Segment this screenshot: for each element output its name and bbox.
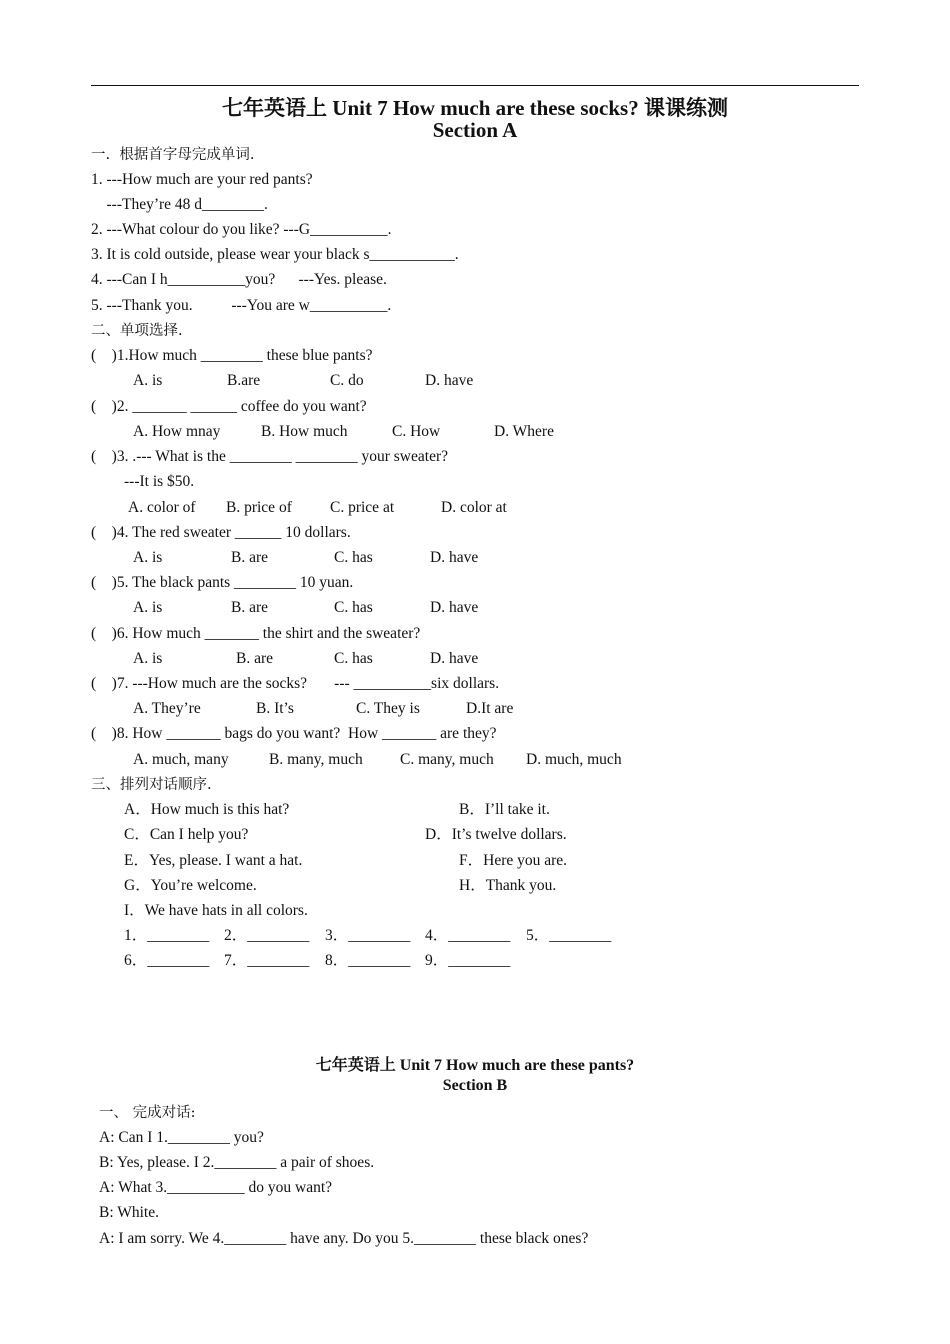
dialogue-line: A: Can I 1.________ you? bbox=[99, 1129, 264, 1146]
fill-item: ---They’re 48 d________. bbox=[91, 196, 268, 213]
question: ( )8. How _______ bags do you want? How _______ are they? bbox=[91, 725, 497, 742]
question: ( )7. ---How much are the socks? --- __________six dollars. bbox=[91, 675, 500, 692]
section-a-subtitle: Section A bbox=[432, 118, 518, 142]
page-title: 七年英语上 Unit 7 How much are these socks? 课课练测 bbox=[222, 96, 728, 120]
dialogue-sentence: F．Here you are. bbox=[459, 852, 568, 869]
option-b: B. are bbox=[236, 650, 274, 667]
option-b: B. price of bbox=[226, 499, 292, 516]
order-blank: 3．________ bbox=[325, 927, 411, 944]
dialogue-sentence: E．Yes, please. I want a hat. bbox=[124, 852, 303, 869]
dialogue-line: A: What 3.__________ do you want? bbox=[99, 1179, 333, 1196]
option-c: C. How bbox=[392, 423, 441, 440]
question: ( )1.How much ________ these blue pants? bbox=[91, 347, 373, 364]
option-c: C. many, much bbox=[400, 751, 494, 768]
question: ( )6. How much _______ the shirt and the sweater? bbox=[91, 625, 421, 642]
option-a: A. is bbox=[133, 599, 163, 616]
dialogue-line: B: White. bbox=[99, 1204, 159, 1221]
fill-item: 1. ---How much are your red pants? bbox=[91, 171, 313, 188]
option-b: B. It’s bbox=[256, 700, 294, 717]
order-blank: 6．________ bbox=[124, 952, 210, 969]
dialogue-sentence: D．It’s twelve dollars. bbox=[425, 826, 567, 843]
option-d: D.It are bbox=[466, 700, 514, 717]
option-c: C. price at bbox=[330, 499, 395, 516]
option-d: D. have bbox=[425, 372, 474, 389]
fill-item: 5. ---Thank you. ---You are w__________. bbox=[91, 297, 392, 314]
option-b: B. How much bbox=[261, 423, 348, 440]
section-b-heading: 一、 完成对话: bbox=[99, 1105, 196, 1121]
option-d: D. Where bbox=[494, 423, 554, 440]
dialogue-sentence: B．I’ll take it. bbox=[459, 801, 550, 818]
order-blank: 8．________ bbox=[325, 952, 411, 969]
section-b-title: 七年英语上 Unit 7 How much are these pants? bbox=[315, 1057, 635, 1074]
option-a: A. How mnay bbox=[133, 423, 221, 440]
order-blank: 5．________ bbox=[526, 927, 612, 944]
option-d: D. have bbox=[430, 650, 479, 667]
top-rule bbox=[91, 85, 859, 86]
dialogue-line: B: Yes, please. I 2.________ a pair of shoes. bbox=[99, 1154, 375, 1171]
order-blank: 1．________ bbox=[124, 927, 210, 944]
option-d: D. have bbox=[430, 549, 479, 566]
option-c: C. has bbox=[334, 650, 373, 667]
order-blank: 7．________ bbox=[224, 952, 310, 969]
option-c: C. do bbox=[330, 372, 364, 389]
option-b: B. are bbox=[231, 599, 269, 616]
section3-heading: 三、排列对话顺序. bbox=[91, 777, 212, 793]
option-d: D. color at bbox=[441, 499, 507, 516]
section2-heading: 二、单项选择. bbox=[91, 323, 183, 339]
option-a: A. They’re bbox=[133, 700, 201, 717]
option-c: C. They is bbox=[356, 700, 420, 717]
dialogue-sentence: I．We have hats in all colors. bbox=[124, 902, 308, 919]
fill-item: 4. ---Can I h__________you? ---Yes. please. bbox=[91, 271, 387, 288]
section-b-subtitle: Section B bbox=[442, 1077, 508, 1094]
fill-item: 3. It is cold outside, please wear your black s___________. bbox=[91, 246, 459, 263]
option-a: A. is bbox=[133, 549, 163, 566]
question: ( )3. .--- What is the ________ ________ your sweater? bbox=[91, 448, 448, 465]
section1-heading: 一. 根据首字母完成单词. bbox=[91, 147, 255, 163]
question: ( )5. The black pants ________ 10 yuan. bbox=[91, 574, 354, 591]
dialogue-sentence: G．You’re welcome. bbox=[124, 877, 257, 894]
order-blank: 2．________ bbox=[224, 927, 310, 944]
option-b: B. many, much bbox=[269, 751, 363, 768]
option-b: B.are bbox=[227, 372, 261, 389]
dialogue-sentence: H．Thank you. bbox=[459, 877, 557, 894]
option-a: A. much, many bbox=[133, 751, 229, 768]
order-blank: 4．________ bbox=[425, 927, 511, 944]
option-a: A. is bbox=[133, 650, 163, 667]
question: ( )2. _______ ______ coffee do you want? bbox=[91, 398, 367, 415]
option-c: C. has bbox=[334, 599, 373, 616]
dialogue-line: A: I am sorry. We 4.________ have any. Do you 5.________ these black ones? bbox=[99, 1230, 589, 1247]
option-c: C. has bbox=[334, 549, 373, 566]
dialogue-sentence: A．How much is this hat? bbox=[124, 801, 290, 818]
dialogue-sentence: C．Can I help you? bbox=[124, 826, 249, 843]
option-d: D. much, much bbox=[526, 751, 622, 768]
option-b: B. are bbox=[231, 549, 269, 566]
question-answer-line: ---It is $50. bbox=[124, 473, 195, 490]
order-blank: 9．________ bbox=[425, 952, 511, 969]
fill-item: 2. ---What colour do you like? ---G__________. bbox=[91, 221, 392, 238]
question: ( )4. The red sweater ______ 10 dollars. bbox=[91, 524, 351, 541]
option-d: D. have bbox=[430, 599, 479, 616]
option-a: A. is bbox=[133, 372, 163, 389]
option-a: A. color of bbox=[128, 499, 196, 516]
